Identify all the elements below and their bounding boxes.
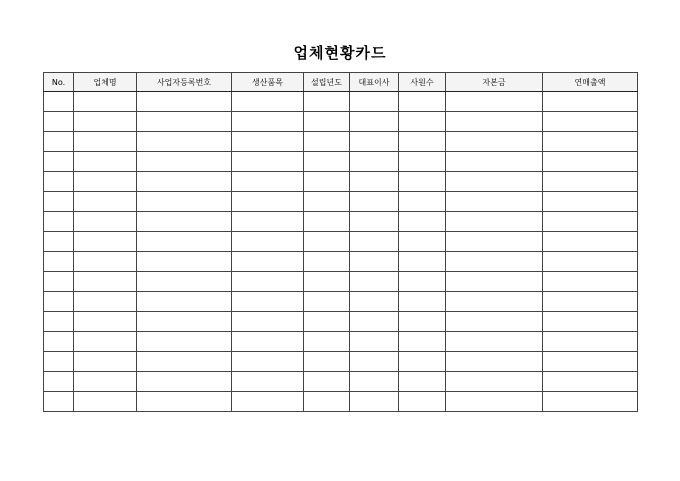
table-cell[interactable] — [137, 232, 232, 252]
table-cell[interactable] — [350, 232, 399, 252]
table-cell[interactable] — [137, 172, 232, 192]
table-row — [44, 152, 638, 172]
table-cell[interactable] — [232, 132, 304, 152]
table-cell[interactable] — [44, 192, 74, 212]
table-row — [44, 352, 638, 372]
table-row — [44, 112, 638, 132]
table-row — [44, 172, 638, 192]
table-cell[interactable] — [399, 292, 446, 312]
table-cell[interactable] — [44, 152, 74, 172]
table-cell[interactable] — [232, 292, 304, 312]
table-cell[interactable] — [446, 352, 543, 372]
table-cell[interactable] — [44, 392, 74, 412]
table-cell[interactable] — [350, 132, 399, 152]
table-cell[interactable] — [350, 372, 399, 392]
table-cell[interactable] — [350, 292, 399, 312]
column-header-company-name: 업체명 — [74, 73, 137, 92]
table-cell[interactable] — [543, 192, 638, 212]
table-cell[interactable] — [44, 352, 74, 372]
table-cell[interactable] — [44, 292, 74, 312]
table-cell[interactable] — [399, 132, 446, 152]
table-cell[interactable] — [44, 232, 74, 252]
table-cell[interactable] — [74, 192, 137, 212]
table-cell[interactable] — [304, 152, 350, 172]
table-cell[interactable] — [304, 172, 350, 192]
table-cell[interactable] — [44, 212, 74, 232]
table-cell[interactable] — [232, 332, 304, 352]
table-cell[interactable] — [304, 92, 350, 112]
table-cell[interactable] — [399, 352, 446, 372]
table-cell[interactable] — [543, 212, 638, 232]
table-cell[interactable] — [304, 112, 350, 132]
column-header-annual-sales: 연매출액 — [543, 73, 638, 92]
table-cell[interactable] — [350, 212, 399, 232]
table-row — [44, 272, 638, 292]
table-cell[interactable] — [74, 272, 137, 292]
table-cell[interactable] — [304, 192, 350, 212]
table-cell[interactable] — [232, 392, 304, 412]
table-cell[interactable] — [232, 172, 304, 192]
table-cell[interactable] — [446, 252, 543, 272]
table-cell[interactable] — [304, 312, 350, 332]
table-cell[interactable] — [399, 232, 446, 252]
table-cell[interactable] — [399, 252, 446, 272]
table-cell[interactable] — [304, 272, 350, 292]
table-cell[interactable] — [304, 292, 350, 312]
table-cell[interactable] — [350, 112, 399, 132]
table-cell[interactable] — [44, 172, 74, 192]
table-row — [44, 192, 638, 212]
table-cell[interactable] — [44, 312, 74, 332]
table-cell[interactable] — [350, 172, 399, 192]
table-row — [44, 292, 638, 312]
table-cell[interactable] — [350, 332, 399, 352]
table-cell[interactable] — [44, 372, 74, 392]
table-cell[interactable] — [350, 152, 399, 172]
table-cell[interactable] — [137, 112, 232, 132]
table-cell[interactable] — [304, 232, 350, 252]
table-cell[interactable] — [137, 352, 232, 372]
table-cell[interactable] — [399, 152, 446, 172]
table-cell[interactable] — [44, 332, 74, 352]
table-cell[interactable] — [446, 232, 543, 252]
table-cell[interactable] — [399, 312, 446, 332]
table-cell[interactable] — [137, 372, 232, 392]
table-cell[interactable] — [304, 132, 350, 152]
table-cell[interactable] — [399, 272, 446, 292]
table-cell[interactable] — [74, 372, 137, 392]
table-cell[interactable] — [137, 252, 232, 272]
table-row — [44, 212, 638, 232]
table-cell[interactable] — [350, 392, 399, 412]
table-cell[interactable] — [543, 332, 638, 352]
table-cell[interactable] — [74, 232, 137, 252]
table-cell[interactable] — [543, 152, 638, 172]
table-cell[interactable] — [137, 152, 232, 172]
table-cell[interactable] — [446, 192, 543, 212]
table-cell[interactable] — [74, 252, 137, 272]
table-cell[interactable] — [232, 232, 304, 252]
table-cell[interactable] — [232, 252, 304, 272]
table-cell[interactable] — [446, 332, 543, 352]
table-cell[interactable] — [232, 92, 304, 112]
table-cell[interactable] — [350, 252, 399, 272]
table-cell[interactable] — [350, 312, 399, 332]
table-cell[interactable] — [74, 172, 137, 192]
table-cell[interactable] — [304, 252, 350, 272]
column-header-ceo: 대표이사 — [350, 73, 399, 92]
table-cell[interactable] — [137, 332, 232, 352]
table-cell[interactable] — [304, 352, 350, 372]
table-cell[interactable] — [74, 92, 137, 112]
table-cell[interactable] — [446, 92, 543, 112]
table-cell[interactable] — [137, 132, 232, 152]
table-row — [44, 332, 638, 352]
table-cell[interactable] — [350, 272, 399, 292]
table-cell[interactable] — [232, 312, 304, 332]
table-cell[interactable] — [543, 372, 638, 392]
table-cell[interactable] — [399, 92, 446, 112]
table-cell[interactable] — [543, 352, 638, 372]
table-cell[interactable] — [304, 212, 350, 232]
table-cell[interactable] — [74, 212, 137, 232]
table-cell[interactable] — [74, 332, 137, 352]
table-cell[interactable] — [304, 332, 350, 352]
column-header-business-registration-number: 사업자등록번호 — [137, 73, 232, 92]
table-cell[interactable] — [44, 92, 74, 112]
table-cell[interactable] — [399, 332, 446, 352]
table-cell[interactable] — [446, 132, 543, 152]
table-cell[interactable] — [399, 192, 446, 212]
table-cell[interactable] — [446, 212, 543, 232]
table-cell[interactable] — [543, 312, 638, 332]
column-header-capital: 자본금 — [446, 73, 543, 92]
table-cell[interactable] — [137, 212, 232, 232]
table-cell[interactable] — [543, 172, 638, 192]
table-cell[interactable] — [304, 372, 350, 392]
table-cell[interactable] — [446, 152, 543, 172]
table-cell[interactable] — [137, 272, 232, 292]
table-cell[interactable] — [543, 252, 638, 272]
table-cell[interactable] — [543, 292, 638, 312]
table-cell[interactable] — [232, 212, 304, 232]
table-cell[interactable] — [137, 92, 232, 112]
table-cell[interactable] — [399, 372, 446, 392]
table-cell[interactable] — [543, 112, 638, 132]
document-title: 업체현황카드 — [293, 44, 387, 62]
table-header-row — [44, 73, 638, 92]
table-cell[interactable] — [232, 372, 304, 392]
table-cell[interactable] — [232, 272, 304, 292]
table-cell[interactable] — [137, 192, 232, 212]
table-body — [44, 92, 638, 412]
table-row — [44, 372, 638, 392]
table-cell[interactable] — [137, 292, 232, 312]
column-header-employees: 사원수 — [399, 73, 446, 92]
column-header-products: 생산품목 — [232, 73, 304, 92]
table-cell[interactable] — [446, 272, 543, 292]
table-cell[interactable] — [44, 112, 74, 132]
table-row — [44, 252, 638, 272]
table-cell[interactable] — [350, 352, 399, 372]
company-status-table — [43, 72, 638, 412]
table-cell[interactable] — [137, 312, 232, 332]
table-cell[interactable] — [446, 292, 543, 312]
table-cell[interactable] — [446, 392, 543, 412]
table-cell[interactable] — [74, 112, 137, 132]
table-cell[interactable] — [446, 112, 543, 132]
column-header-no: No. — [44, 73, 74, 92]
table-cell[interactable] — [74, 152, 137, 172]
table-cell[interactable] — [543, 392, 638, 412]
table-row — [44, 392, 638, 412]
table-cell[interactable] — [543, 132, 638, 152]
table-cell[interactable] — [446, 372, 543, 392]
table-cell[interactable] — [399, 172, 446, 192]
table-cell[interactable] — [399, 112, 446, 132]
table-cell[interactable] — [44, 252, 74, 272]
table-row — [44, 232, 638, 252]
table-cell[interactable] — [232, 352, 304, 372]
table-cell[interactable] — [543, 272, 638, 292]
table-cell[interactable] — [74, 132, 137, 152]
table-cell[interactable] — [137, 392, 232, 412]
table-cell[interactable] — [44, 272, 74, 292]
table-row — [44, 92, 638, 112]
table-cell[interactable] — [74, 312, 137, 332]
table-cell[interactable] — [543, 232, 638, 252]
table-cell[interactable] — [232, 152, 304, 172]
column-header-founding-year: 설립년도 — [304, 73, 350, 92]
table-row — [44, 132, 638, 152]
table-cell[interactable] — [304, 392, 350, 412]
table-cell[interactable] — [399, 212, 446, 232]
table-cell[interactable] — [446, 172, 543, 192]
table-row — [44, 312, 638, 332]
table-cell[interactable] — [350, 92, 399, 112]
table-cell[interactable] — [350, 192, 399, 212]
table-cell[interactable] — [399, 392, 446, 412]
table-cell[interactable] — [44, 132, 74, 152]
table-cell[interactable] — [232, 192, 304, 212]
table-cell[interactable] — [74, 292, 137, 312]
table-cell[interactable] — [74, 392, 137, 412]
table-cell[interactable] — [543, 92, 638, 112]
table-cell[interactable] — [446, 312, 543, 332]
table-cell[interactable] — [74, 352, 137, 372]
table-cell[interactable] — [232, 112, 304, 132]
